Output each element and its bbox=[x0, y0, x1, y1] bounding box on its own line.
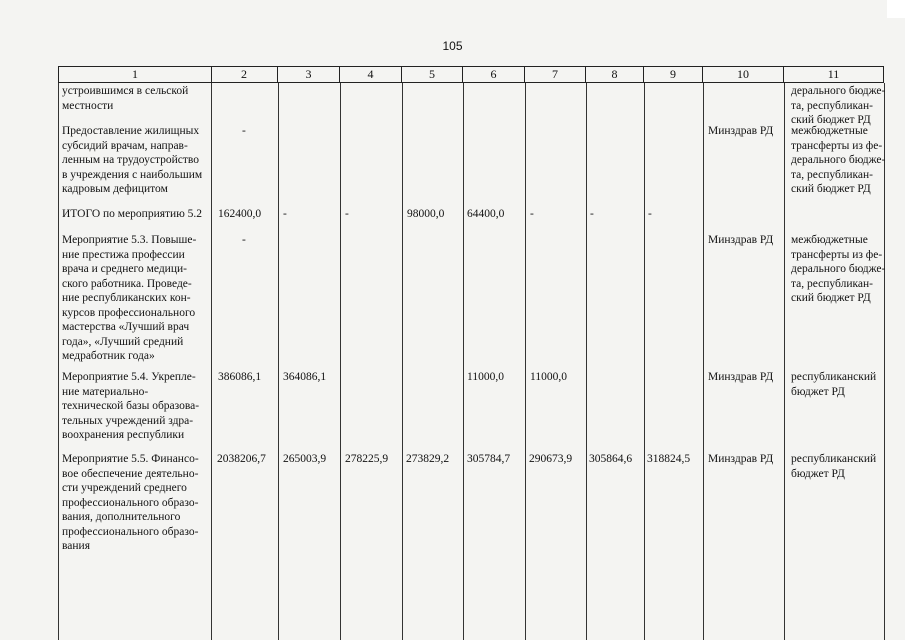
row-total-value: - bbox=[242, 125, 246, 137]
row-funding-source: республиканский бюджет РД bbox=[791, 371, 877, 398]
header-col-6: 6 bbox=[463, 66, 525, 83]
table-header-row bbox=[58, 66, 884, 83]
header-col-7: 7 bbox=[525, 66, 586, 83]
column-divider bbox=[784, 83, 785, 640]
row-value-col2: 2038206,7 bbox=[217, 453, 266, 465]
header-col-3: 3 bbox=[278, 66, 340, 83]
row-value-col8: 305864,6 bbox=[589, 453, 633, 465]
row-responsible: Минздрав РД bbox=[708, 125, 774, 137]
row-description: Предоставление жилищных субсидий врачам, направ- ленным на трудоустройство в учреждения с наибольшим кадровым дефицитом bbox=[62, 125, 203, 195]
column-divider bbox=[644, 83, 645, 640]
row-value-col9: 318824,5 bbox=[647, 453, 691, 465]
row-value-col7: 11000,0 bbox=[530, 371, 567, 383]
header-col-8: 8 bbox=[586, 66, 644, 83]
scan-edge bbox=[887, 0, 905, 18]
row-description: Мероприятие 5.3. Повыше- ние престижа профессии врача и среднего медици- ского работника. Проведе- ние республиканских кон- курсов профессионального мастерства «Лучший врач года», «Лучший средний медработник года» bbox=[62, 234, 197, 362]
row-funding-source: межбюджетные трансферты из фе- дерального бюдже- та, республикан- ский бюджет РД bbox=[791, 125, 886, 195]
row-description: устроившимся в сельской местности bbox=[62, 85, 189, 112]
header-col-5: 5 bbox=[402, 66, 463, 83]
column-divider bbox=[211, 83, 212, 640]
row-value-col6: 305784,7 bbox=[467, 453, 511, 465]
row-responsible: Минздрав РД bbox=[708, 453, 774, 465]
column-divider bbox=[58, 83, 59, 640]
header-col-4: 4 bbox=[340, 66, 402, 83]
header-col-9: 9 bbox=[644, 66, 703, 83]
row-value-col7: 290673,9 bbox=[529, 453, 573, 465]
row-total-value: - bbox=[242, 234, 246, 246]
row-value-col6: 64400,0 bbox=[467, 208, 505, 220]
row-value-col6: 11000,0 bbox=[467, 371, 504, 383]
header-col-1: 1 bbox=[58, 66, 212, 83]
row-value-col2: 162400,0 bbox=[218, 208, 262, 220]
column-divider bbox=[402, 83, 403, 640]
row-value-col9: - bbox=[648, 208, 652, 220]
row-description: Мероприятие 5.5. Финансо- вое обеспечение деятельно- сти учреждений среднего профессионального образо- вания, дополнительного профессионального образо- вания bbox=[62, 453, 199, 552]
header-col-10: 10 bbox=[703, 66, 784, 83]
row-value-col3: 265003,9 bbox=[283, 453, 327, 465]
row-value-col5: 273829,2 bbox=[406, 453, 450, 465]
row-funding-source: межбюджетные трансферты из фе- дерального бюдже- та, республикан- ский бюджет РД bbox=[791, 234, 886, 304]
row-responsible: Минздрав РД bbox=[708, 371, 774, 383]
column-divider bbox=[463, 83, 464, 640]
row-value-col7: - bbox=[530, 208, 534, 220]
row-value-col8: - bbox=[590, 208, 594, 220]
row-description: Мероприятие 5.4. Укрепле- ние материально- технической базы образова- тельных учреждений здра- воохранения республики bbox=[62, 371, 200, 441]
column-divider bbox=[586, 83, 587, 640]
row-funding-source: республиканский бюджет РД bbox=[791, 453, 877, 480]
column-divider bbox=[340, 83, 341, 640]
row-value-col2: 386086,1 bbox=[218, 371, 262, 383]
header-col-2: 2 bbox=[211, 66, 278, 83]
column-divider bbox=[278, 83, 279, 640]
row-funding-source: дерального бюдже- та, республикан- ский бюджет РД bbox=[791, 85, 886, 126]
row-value-col4: 278225,9 bbox=[345, 453, 389, 465]
row-value-col4: - bbox=[345, 208, 349, 220]
page-number: 105 bbox=[442, 39, 463, 53]
row-value-col3: - bbox=[283, 208, 287, 220]
row-value-col5: 98000,0 bbox=[407, 208, 445, 220]
row-responsible: Минздрав РД bbox=[708, 234, 774, 246]
header-col-11: 11 bbox=[784, 66, 884, 83]
row-description: ИТОГО по мероприятию 5.2 bbox=[62, 208, 203, 220]
column-divider bbox=[525, 83, 526, 640]
column-divider bbox=[703, 83, 704, 640]
row-value-col3: 364086,1 bbox=[283, 371, 327, 383]
